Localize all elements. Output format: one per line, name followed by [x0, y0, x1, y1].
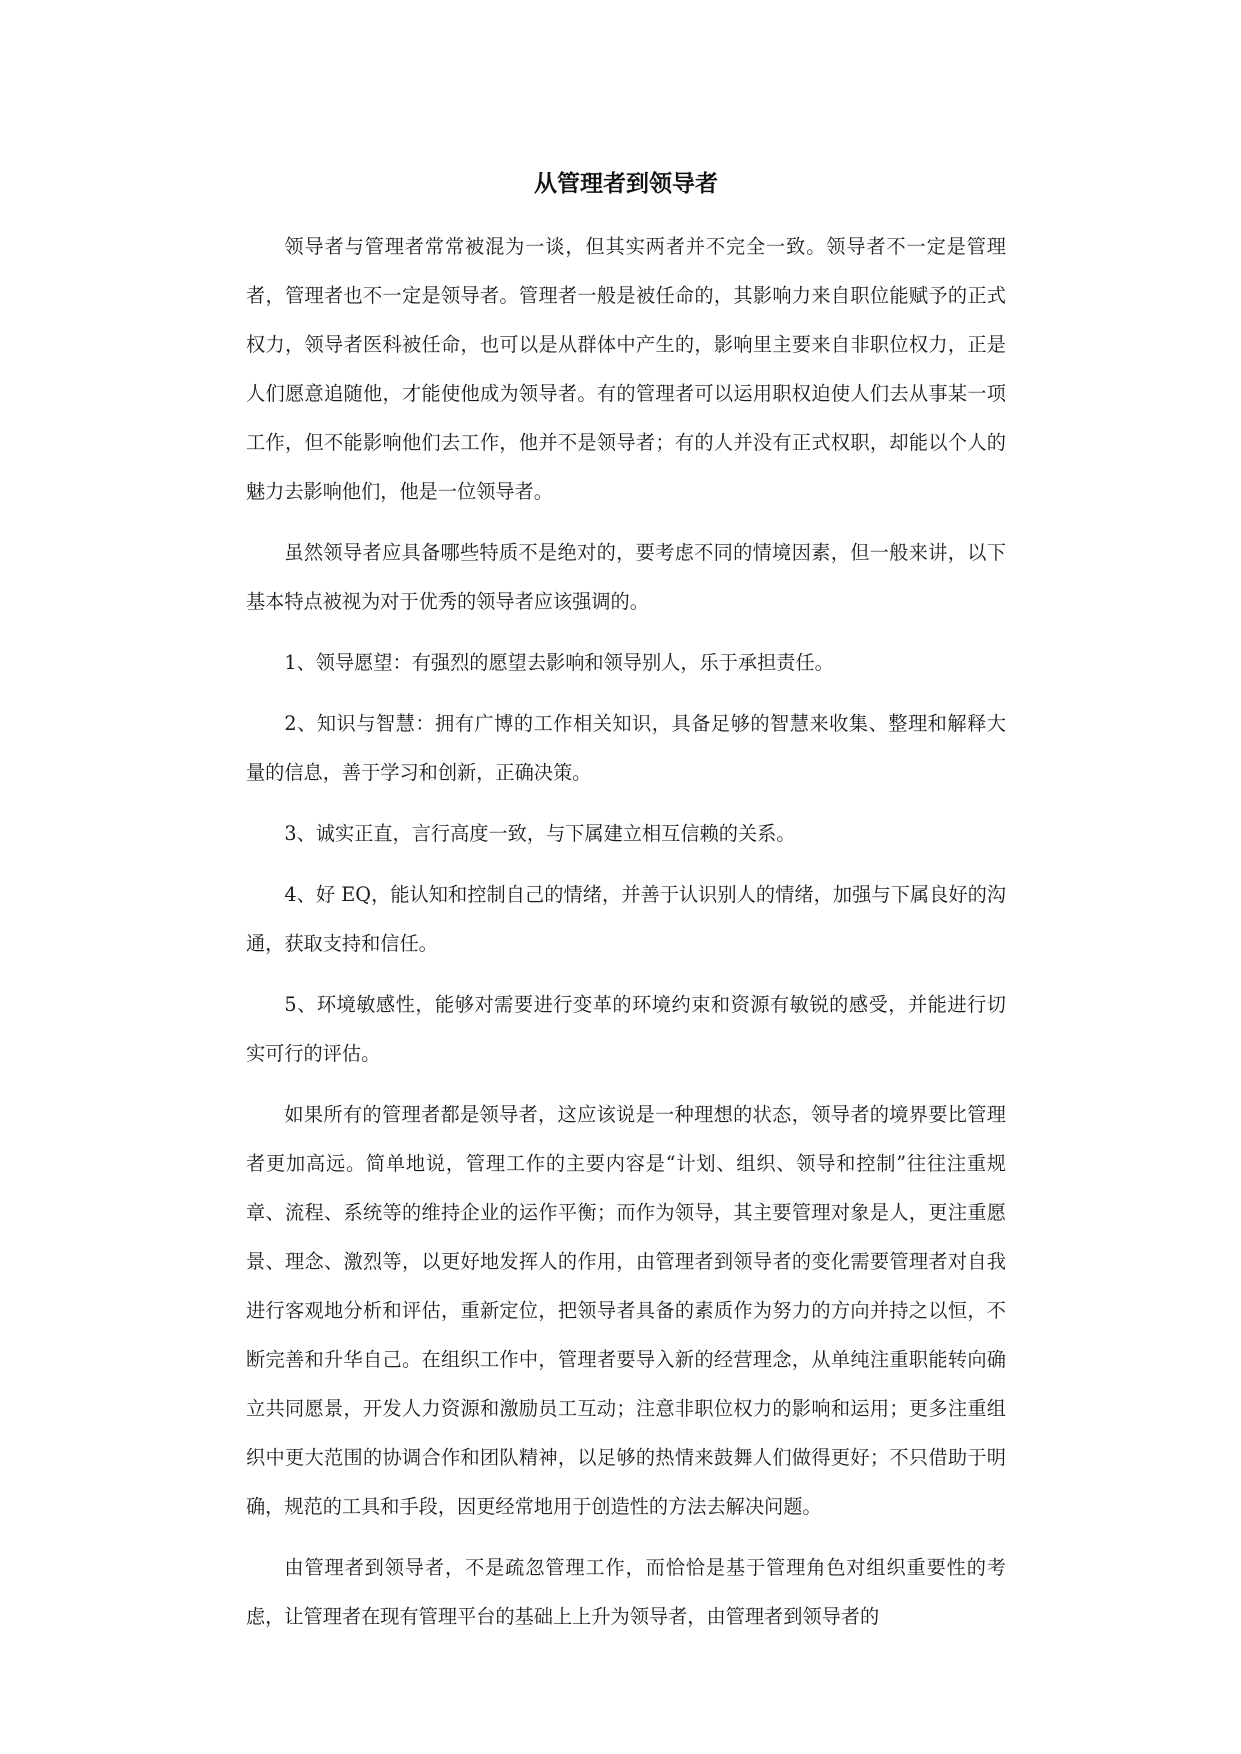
- paragraph-intro: 领导者与管理者常常被混为一谈，但其实两者并不完全一致。领导者不一定是管理者，管理者也不一定是领导者。管理者一般是被任命的，其影响力来自职位能赋予的正式权力，领导者医科被任命，也可以是从群体中产生的，影响里主要来自非职位权力，正是人们愿意追随他，才能使他成为领导者。有的管理者可以运用职权迫使人们去从事某一项工作，但不能影响他们去工作，他并不是领导者；有的人并没有正式权职，却能以个人的魅力去影响他们，他是一位领导者。: [246, 235, 1006, 503]
- paragraph-trait-2: 2、知识与智慧：拥有广博的工作相关知识，具备足够的智慧来收集、整理和解释大量的信息，善于学习和创新，正确决策。: [246, 712, 1006, 784]
- document-title: 从管理者到领导者: [534, 171, 718, 197]
- paragraph-trait-5: 5、环境敏感性，能够对需要进行变革的环境约束和资源有敏锐的感受，并能进行切实可行的评估。: [246, 993, 1006, 1065]
- paragraph-trait-1: 1、领导愿望：有强烈的愿望去影响和领导别人，乐于承担责任。: [284, 651, 834, 674]
- paragraph-traits-intro: 虽然领导者应具备哪些特质不是绝对的，要考虑不同的情境因素，但一般来讲，以下基本特点被视为对于优秀的领导者应该强调的。: [246, 541, 1006, 613]
- paragraph-ideal-state: 如果所有的管理者都是领导者，这应该说是一种理想的状态，领导者的境界要比管理者更加高远。简单地说，管理工作的主要内容是“计划、组织、领导和控制”往往注重规章、流程、系统等的维持企业的运作平衡；而作为领导，其主要管理对象是人，更注重愿景、理念、激烈等，以更好地发挥人的作用，由管理者到领导者的变化需要管理者对自我进行客观地分析和评估，重新定位，把领导者具备的素质作为努力的方向并持之以恒，不断完善和升华自己。在组织工作中，管理者要导入新的经营理念，从单纯注重职能转向确立共同愿景，开发人力资源和激励员工互动；注意非职位权力的影响和运用；更多注重组织中更大范围的协调合作和团队精神，以足够的热情来鼓舞人们做得更好；不只借助于明确，规范的工具和手段，因更经常地用于创造性的方法去解决问题。: [246, 1103, 1006, 1518]
- paragraph-trait-3: 3、诚实正直，言行高度一致，与下属建立相互信赖的关系。: [284, 822, 796, 845]
- paragraph-conclusion: 由管理者到领导者，不是疏忽管理工作，而恰恰是基于管理角色对组织重要性的考虑，让管理者在现有管理平台的基础上上升为领导者，由管理者到领导者的: [246, 1556, 1006, 1628]
- paragraph-trait-4: 4、好 EQ，能认知和控制自己的情绪，并善于认识别人的情绪，加强与下属良好的沟通，获取支持和信任。: [246, 883, 1006, 955]
- document-body: [246, 168, 1006, 1653]
